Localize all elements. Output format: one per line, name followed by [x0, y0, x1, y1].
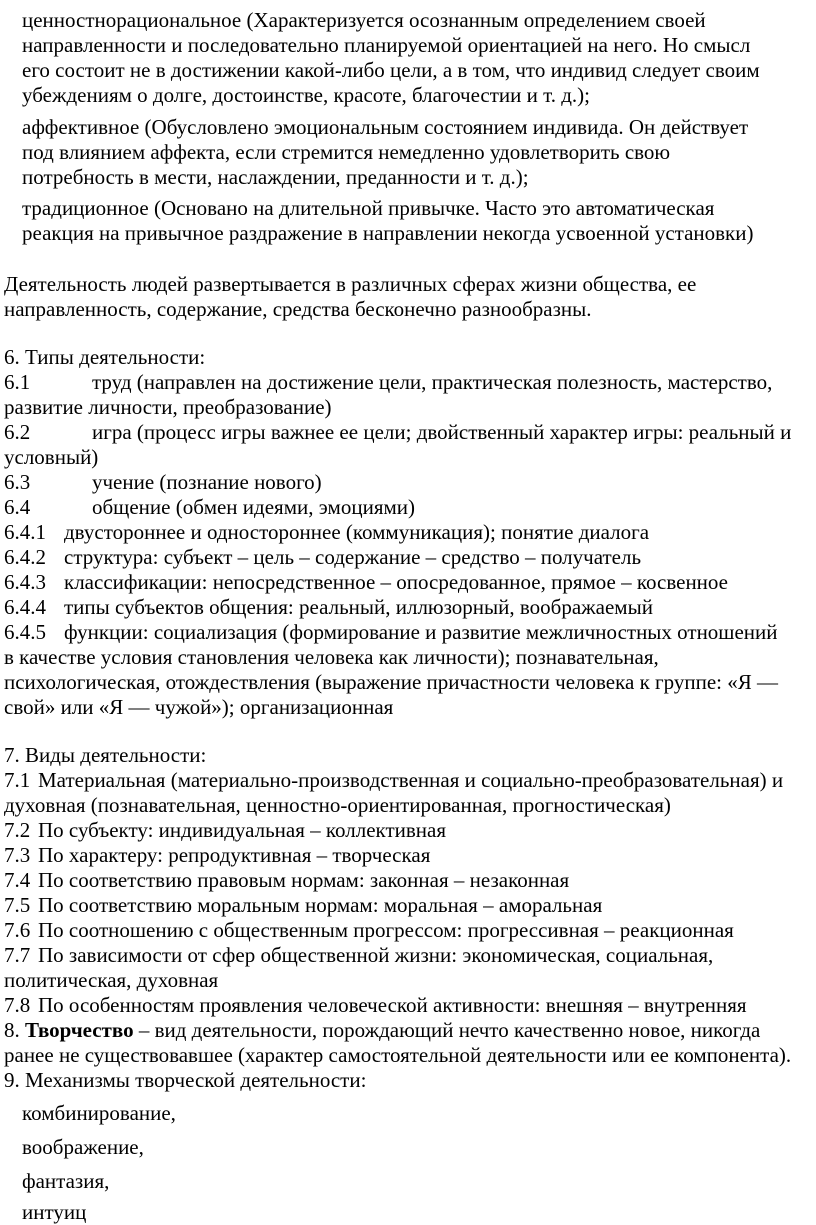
list-item: [4, 893, 816, 918]
list-item: [4, 843, 816, 868]
section-heading: 6. Типы деятельности:: [4, 345, 206, 369]
item-number: 7.1: [4, 768, 31, 792]
section-heading: 7. Виды деятельности:: [4, 743, 207, 767]
item-text: типы субъектов общения: реальный, иллюзорный, воображаемый: [64, 595, 653, 619]
item-number: 6.3: [4, 470, 31, 494]
list-item: интуиц: [22, 1200, 87, 1224]
item-text: учение (познание нового): [92, 470, 322, 494]
item-number: 7.7: [4, 943, 31, 967]
item-number: 7.3: [4, 843, 31, 867]
text-line: под влиянием аффекта, если стремится немедленно удовлетворить свою: [22, 140, 671, 164]
item-text: двустороннее и одностороннее (коммуникация); понятие диалога: [64, 520, 650, 544]
item-text: функции: социализация (формирование и развитие межличностных отношений: [64, 620, 778, 644]
list-item-affective: [22, 115, 812, 190]
item-number: 7.8: [4, 993, 31, 1017]
sub-list-item: [4, 620, 816, 645]
item-text: игра (процесс игры важнее ее цели; двойственный характер игры: реальный и: [92, 420, 792, 444]
text-line: его состоит не в достижении какой-либо цели, а в том, что индивид следует своим: [22, 58, 760, 82]
list-item: [4, 420, 816, 445]
item-continuation: развитие личности, преобразование): [4, 395, 332, 419]
item-number: 6.2: [4, 420, 31, 444]
text-line: реакция на привычное раздражение в направлении некогда усвоенной установки): [22, 221, 754, 245]
list-item: [4, 370, 816, 395]
item-text: По характеру: репродуктивная – творческая: [38, 843, 431, 867]
item-text: По особенностям проявления человеческой активности: внешняя – внутренняя: [38, 993, 747, 1017]
item-text: По зависимости от сфер общественной жизни: экономическая, социальная,: [38, 943, 714, 967]
list-item: [4, 993, 816, 1018]
item-number: 6.4.3: [4, 570, 46, 594]
item-text: По соотношению с общественным прогрессом: прогрессивная – реакционная: [38, 918, 734, 942]
item-number: 7.5: [4, 893, 31, 917]
list-item: [4, 818, 816, 843]
text-line: убеждениям о долге, достоинстве, красоте, благочестии и т. д.);: [22, 83, 591, 107]
item-continuation: свой» или «Я — чужой»); организационная: [4, 695, 394, 719]
item-continuation: духовная (познавательная, ценностно-ориентированная, прогностическая): [4, 793, 671, 817]
item-continuation: в качестве условия становления человека как личности); познавательная,: [4, 645, 659, 669]
item-text: По субъекту: индивидуальная – коллективная: [38, 818, 447, 842]
list-item: [4, 918, 816, 943]
text-line: направленность, содержание, средства бесконечно разнообразны.: [4, 297, 592, 321]
item-text: По соответствию правовым нормам: законная – незаконная: [38, 868, 570, 892]
item-number: 7.4: [4, 868, 31, 892]
text-line: аффективное (Обусловлено эмоциональным состоянием индивида. Он действует: [22, 115, 749, 139]
item-number: 6.4.4: [4, 595, 46, 619]
text-line: Деятельность людей развертывается в различных сферах жизни общества, ее: [4, 272, 697, 296]
list-item: [4, 470, 816, 495]
text-line: потребность в мести, наслаждении, преданности и т. д.);: [22, 165, 529, 189]
item-number: 7.2: [4, 818, 31, 842]
item-number: 6.1: [4, 370, 31, 394]
item-continuation: ранее не существовавшее (характер самостоятельной деятельности или ее компонента).: [4, 1043, 792, 1067]
list-item: воображение,: [22, 1135, 144, 1159]
item-number: 8.: [4, 1018, 20, 1042]
item-number: 7.6: [4, 918, 31, 942]
item-continuation: политическая, духовная: [4, 968, 219, 992]
list-item: [4, 768, 816, 793]
item-text: классификации: непосредственное – опосредованное, прямое – косвенное: [64, 570, 729, 594]
text-line: ценностнорациональное (Характеризуется осознанным определением своей: [22, 8, 706, 32]
item-number: 6.4.2: [4, 545, 46, 569]
sub-list-item: [4, 520, 816, 545]
item-number: 6.4.1: [4, 520, 46, 544]
sub-list-item: [4, 595, 816, 620]
item-continuation: психологическая, отождествления (выражение причастности человека к группе: «Я —: [4, 670, 779, 694]
text-line: традиционное (Основано на длительной привычке. Часто это автоматическая: [22, 196, 715, 220]
list-item: [4, 868, 816, 893]
sub-list-item: [4, 570, 816, 595]
list-item-value-rational: [22, 8, 812, 108]
list-item: фантазия,: [22, 1169, 110, 1193]
section-heading: 9. Механизмы творческой деятельности:: [4, 1068, 367, 1092]
item-text: По соответствию моральным нормам: моральная – аморальная: [38, 893, 603, 917]
item-text: – вид деятельности, порождающий нечто качественно новое, никогда: [133, 1018, 761, 1042]
item-text: общение (обмен идеями, эмоциями): [92, 495, 415, 519]
item-text: труд (направлен на достижение цели, практическая полезность, мастерство,: [92, 370, 773, 394]
item-continuation: условный): [4, 445, 99, 469]
list-item: [4, 495, 816, 520]
defined-term: Творчество: [25, 1018, 134, 1042]
item-number: 6.4.5: [4, 620, 46, 644]
list-item: [4, 943, 816, 968]
definition-line: [4, 1018, 816, 1043]
list-item: комбинирование,: [22, 1101, 176, 1125]
sub-list-item: [4, 545, 816, 570]
text-line: направленности и последовательно планируемой ориентацией на него. Но смысл: [22, 33, 751, 57]
item-text: Материальная (материально-производственная и социально-преобразовательная) и: [38, 768, 784, 792]
list-item-traditional: [22, 196, 812, 246]
item-number: 6.4: [4, 495, 31, 519]
item-text: структура: субъект – цель – содержание – средство – получатель: [64, 545, 642, 569]
